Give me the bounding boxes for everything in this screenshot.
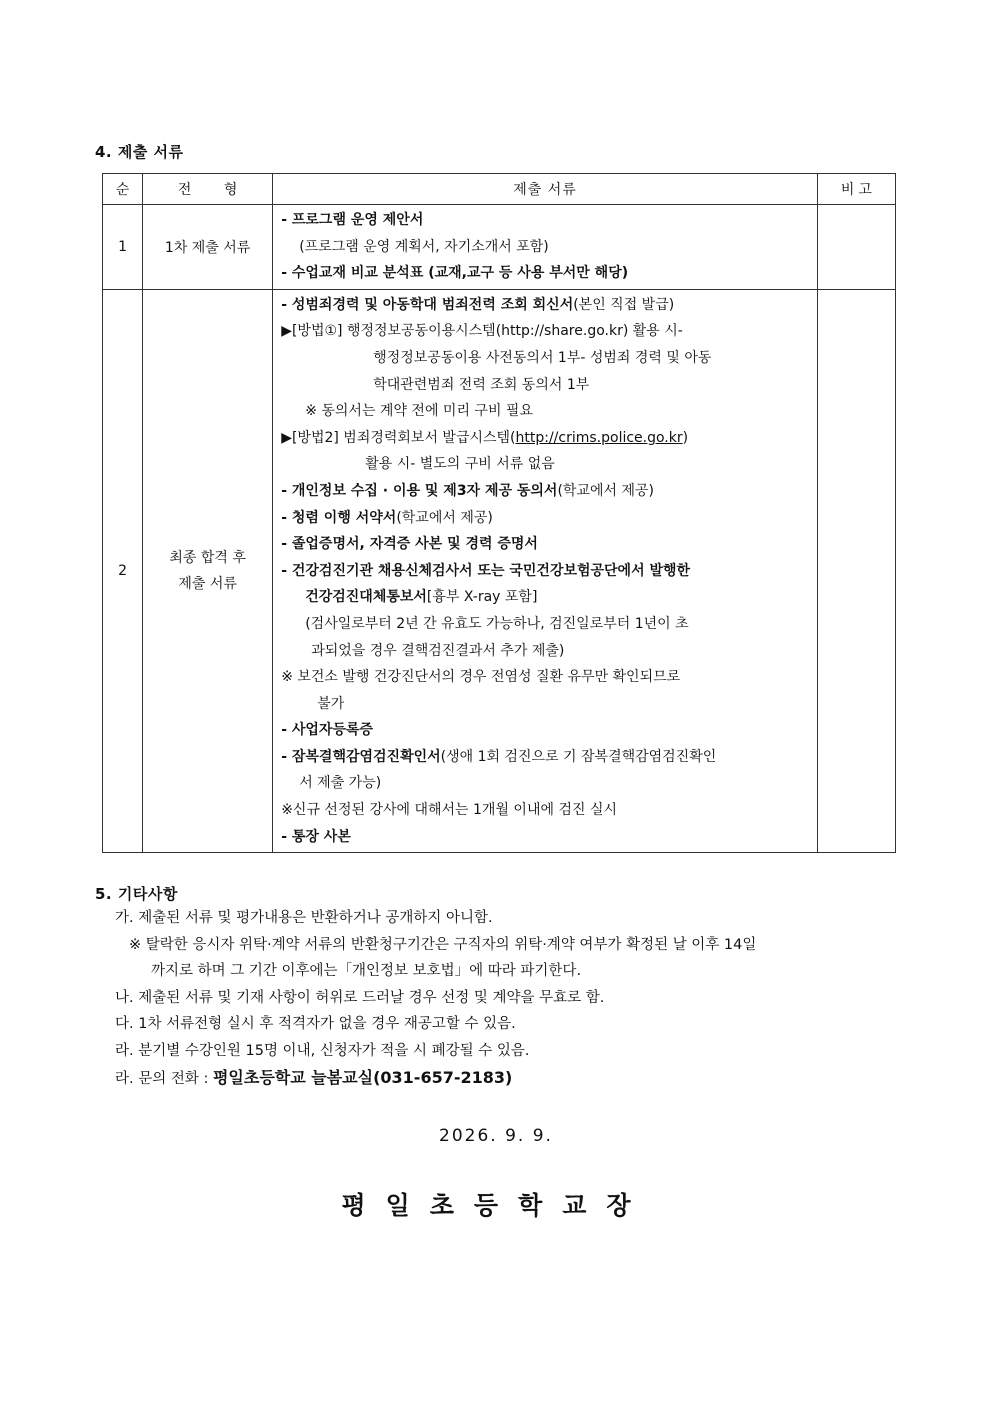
row2-line: - 성범죄경력 및 아동학대 범죄전력 조회 회신서 <box>281 296 574 313</box>
row2-line: (생애 1회 검진으로 기 잠복결핵감염검진확인 <box>440 748 717 765</box>
row1-line: - 프로그램 운영 제안서 <box>281 212 424 228</box>
row2-line: 활용 시- 별도의 구비 서류 없음 <box>365 456 555 473</box>
principal-signature: 평일초등학교장 <box>341 1191 651 1220</box>
row2-line: - 통장 사본 <box>281 828 351 845</box>
list-item: 까지로 하며 그 기간 이후에는「개인정보 보호법」에 따라 파기한다. <box>151 963 582 980</box>
row2-line: - 졸업증명서, 자격증 사본 및 경력 증명서 <box>281 536 538 553</box>
row1-line: (프로그램 운영 계획서, 자기소개서 포함) <box>299 238 549 255</box>
row2-line: ) <box>682 429 689 446</box>
row2-type-line: 최종 합격 후 <box>169 550 246 567</box>
crims-police-link[interactable]: http://crims.police.go.kr <box>515 429 683 446</box>
row2-line: [흉부 X-ray 포함] <box>426 589 538 606</box>
row2-line: 건강검진대체통보서 <box>305 589 427 606</box>
list-item: 가. 제출된 서류 및 평가내용은 반환하거나 공개하지 아니함. <box>115 910 493 926</box>
table-row <box>103 205 896 290</box>
submission-documents-table <box>102 173 896 853</box>
row2-line: - 청렴 이행 서약서 <box>281 509 397 526</box>
list-item: 라. 분기별 수강인원 15명 이내, 신청자가 적을 시 폐강될 수 있음. <box>115 1042 530 1059</box>
row1-docs <box>273 205 818 290</box>
row2-line: ※ 동의서는 계약 전에 미리 구비 필요 <box>305 403 533 420</box>
header-docs: 제출 서류 <box>273 174 818 205</box>
header-num: 순 <box>103 174 143 205</box>
row2-docs <box>273 289 818 852</box>
row2-line: - 건강검진기관 채용신체검사서 또는 국민건강보험공단에서 발행한 <box>281 562 691 579</box>
row2-line: (검사일로부터 2년 간 유효도 가능하나, 검진일로부터 1년이 초 <box>305 615 689 632</box>
list-item: ※ 탈락한 응시자 위탁·계약 서류의 반환청구기간은 구직자의 위탁·계약 여부가 확정된 날 이후 14일 <box>129 936 757 953</box>
header-type: 전 형 <box>143 174 273 205</box>
row2-line: (학교에서 제공) <box>557 482 654 499</box>
section-4-title: 4. 제출 서류 <box>95 143 184 161</box>
row2-line: 행정정보공동이용 사전동의서 1부- 성범죄 경력 및 아동 <box>373 349 712 366</box>
list-item <box>95 1065 895 1093</box>
row1-num: 1 <box>103 205 143 290</box>
row1-note <box>817 205 895 290</box>
list-item: 나. 제출된 서류 및 기재 사항이 허위로 드러날 경우 선정 및 계약을 무효로 함. <box>115 989 605 1006</box>
contact-label: 라. 문의 전화 : <box>115 1070 213 1087</box>
row2-line: ※신규 선정된 강사에 대해서는 1개월 이내에 검진 실시 <box>281 802 617 819</box>
table-header-row <box>103 174 896 205</box>
header-note: 비고 <box>817 174 895 205</box>
row2-line: (학교에서 제공) <box>396 509 493 526</box>
row2-line: - 사업자등록증 <box>281 722 374 739</box>
row2-line: ▶[방법①] 행정정보공동이용시스템(http://share.go.kr) 활용 시- <box>281 323 683 340</box>
row2-type <box>143 289 273 852</box>
row2-line: 서 제출 가능) <box>299 775 382 792</box>
section-5-title: 5. 기타사항 <box>95 885 178 903</box>
table-row <box>103 289 896 852</box>
row1-type: 1차 제출 서류 <box>143 205 273 290</box>
row2-line: 학대관련범죄 전력 조회 동의서 1부 <box>373 376 590 393</box>
row2-num: 2 <box>103 289 143 852</box>
row2-type-line: 제출 서류 <box>178 576 237 593</box>
row2-line: - 잠복결핵감염검진확인서 <box>281 748 441 765</box>
row2-line: ※ 보건소 발행 건강진단서의 경우 전염성 질환 유무만 확인되므로 <box>281 669 681 686</box>
row1-line: - 수업교재 비교 분석표 (교재,교구 등 사용 부서만 해당) <box>281 265 629 282</box>
row2-note <box>817 289 895 852</box>
document-date: 2026. 9. 9. <box>439 1126 553 1146</box>
list-item: 다. 1차 서류전형 실시 후 적격자가 없을 경우 재공고할 수 있음. <box>115 1016 516 1033</box>
section-5-list <box>95 905 895 1092</box>
row2-line: 불가 <box>317 695 345 712</box>
contact-info: 평일초등학교 늘봄교실(031-657-2183) <box>212 1067 513 1087</box>
row2-line: - 개인정보 수집 · 이용 및 제3자 제공 동의서 <box>281 482 558 499</box>
row2-line: (본인 직접 발급) <box>573 296 675 313</box>
row2-line: ▶[방법2] 범죄경력회보서 발급시스템( <box>281 429 516 446</box>
row2-line: 과되었을 경우 결핵검진결과서 추가 제출) <box>311 642 565 659</box>
